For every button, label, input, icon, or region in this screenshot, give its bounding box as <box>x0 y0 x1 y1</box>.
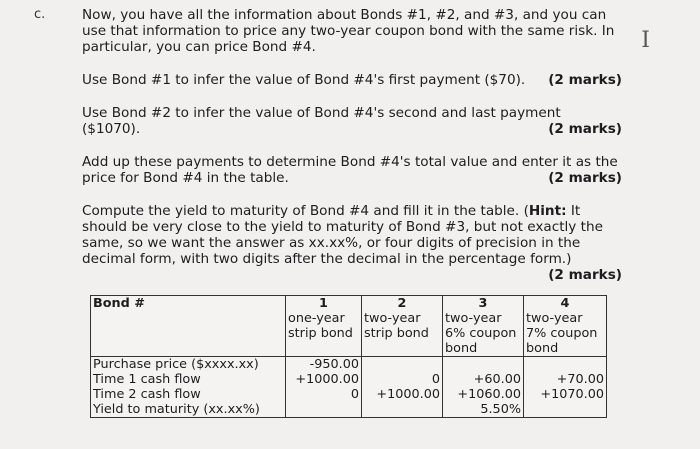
question-4 <box>82 203 622 283</box>
question-text: It <box>566 203 581 219</box>
bond-number: 2 <box>362 296 443 312</box>
marks-label: (2 marks) <box>548 170 622 186</box>
table-cell: +60.00 <box>443 372 524 387</box>
row-label: Purchase price ($xxxx.xx) <box>91 357 286 373</box>
question-2 <box>82 105 622 137</box>
bond-desc: strip bond <box>362 326 443 341</box>
bond-desc: two-year <box>524 311 607 326</box>
marks-label: (2 marks) <box>548 72 622 88</box>
table-cell: +1000.00 <box>286 372 362 387</box>
bond-desc: bond <box>524 341 607 357</box>
table-cell <box>443 357 524 373</box>
bond-desc: bond <box>443 341 524 357</box>
question-text: ($1070). <box>82 121 141 137</box>
bond-desc: 7% coupon <box>524 326 607 341</box>
table-cell: 0 <box>362 372 443 387</box>
hint-label: Hint: <box>528 203 567 219</box>
part-label: c. <box>34 7 46 22</box>
marks-label: (2 marks) <box>548 267 622 283</box>
question-text: Use Bond #2 to infer the value of Bond #4's second and last payment <box>82 105 561 121</box>
question-text: Add up these payments to determine Bond #4's total value and enter it as the <box>82 154 618 170</box>
question-text: price for Bond #4 in the table. <box>82 170 289 186</box>
bond-desc: strip bond <box>286 326 362 341</box>
table-row <box>91 402 607 418</box>
table-cell: -950.00 <box>286 357 362 373</box>
table-cell: +1060.00 <box>443 387 524 402</box>
table-cell: 0 <box>286 387 362 402</box>
bond-desc <box>286 341 362 357</box>
table-cell: +1000.00 <box>362 387 443 402</box>
question-text: same, so we want the answer as xx.xx%, or four digits of precision in the <box>82 235 581 251</box>
intro-line: Now, you have all the information about Bonds #1, #2, and #3, and you can <box>82 7 607 23</box>
row-label: Time 1 cash flow <box>91 372 286 387</box>
bond-desc: one-year <box>286 311 362 326</box>
bond-desc: two-year <box>443 311 524 326</box>
table-row <box>91 357 607 373</box>
table-cell <box>524 402 607 418</box>
bond-desc: 6% coupon <box>443 326 524 341</box>
bond-table <box>90 295 607 418</box>
row-label: Time 2 cash flow <box>91 387 286 402</box>
question-text: Compute the yield to maturity of Bond #4 and fill it in the table. ( <box>82 203 529 219</box>
text-cursor-icon: I <box>641 28 650 53</box>
bond-desc: two-year <box>362 311 443 326</box>
table-cell <box>524 357 607 373</box>
row-label: Yield to maturity (xx.xx%) <box>91 402 286 418</box>
table-cell <box>362 357 443 373</box>
table-cell: +1070.00 <box>524 387 607 402</box>
table-row <box>91 387 607 402</box>
marks-label: (2 marks) <box>548 121 622 137</box>
bond-number: 3 <box>443 296 524 312</box>
bond-number: 4 <box>524 296 607 312</box>
question-3 <box>82 154 622 186</box>
question-text: should be very close to the yield to maturity of Bond #3, but not exactly the <box>82 219 603 235</box>
table-cell: +70.00 <box>524 372 607 387</box>
question-text: decimal form, with two digits after the decimal in the percentage form.) <box>82 251 572 267</box>
bond-number: 1 <box>286 296 362 312</box>
intro-paragraph <box>82 7 622 55</box>
intro-line: use that information to price any two-year coupon bond with the same risk. In <box>82 23 615 39</box>
question-text: Use Bond #1 to infer the value of Bond #4's first payment ($70). <box>82 72 526 88</box>
table-cell <box>362 402 443 418</box>
bond-desc <box>362 341 443 357</box>
intro-line: particular, you can price Bond #4. <box>82 39 316 55</box>
table-cell: 5.50% <box>443 402 524 418</box>
table-row <box>91 372 607 387</box>
bond-header-label: Bond # <box>91 296 286 312</box>
table-cell <box>286 402 362 418</box>
question-1 <box>82 72 622 88</box>
